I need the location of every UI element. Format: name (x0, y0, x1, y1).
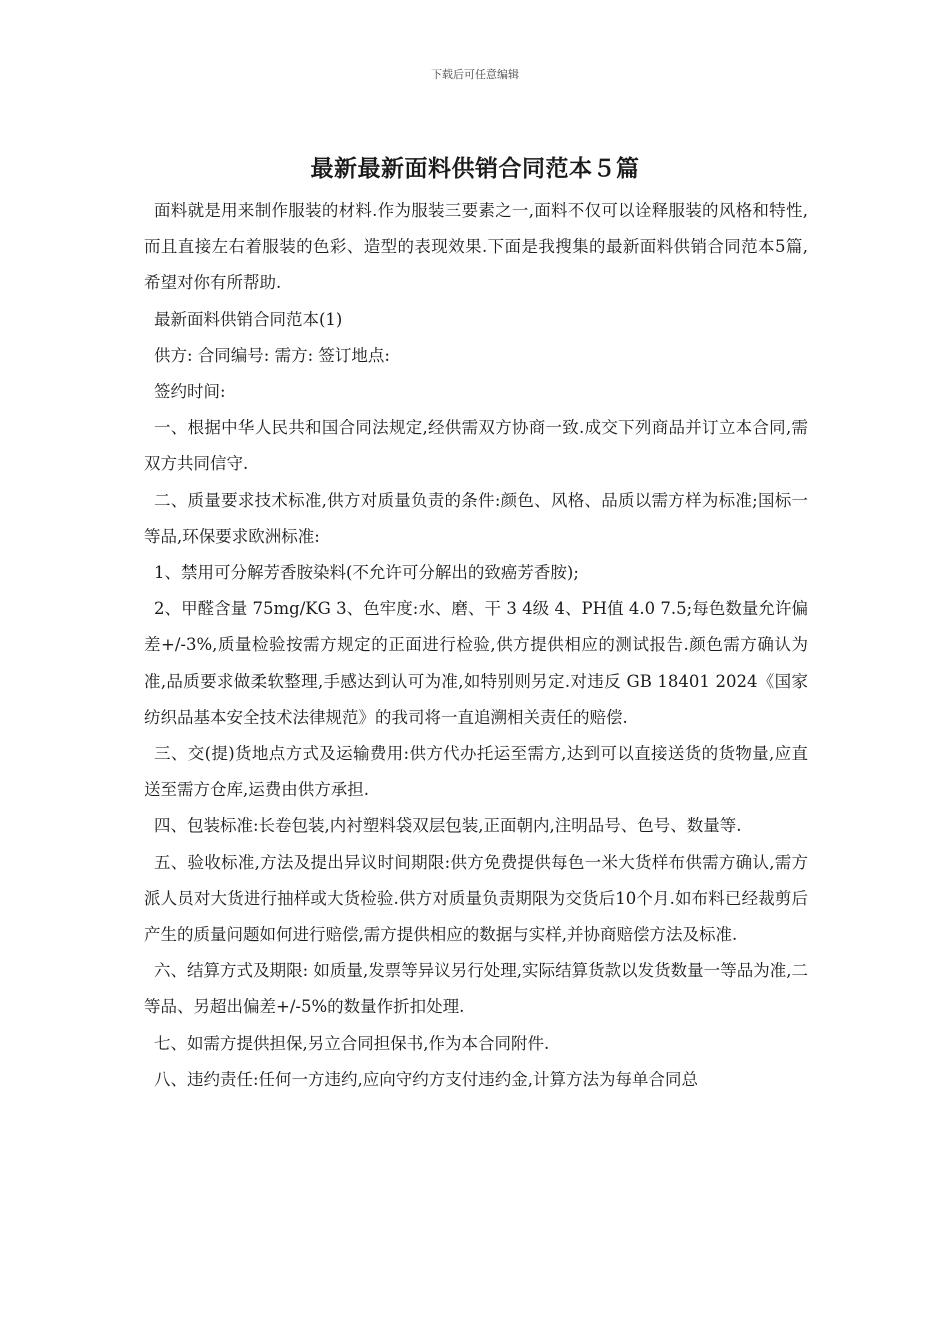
document-body (144, 193, 808, 1098)
paragraph-clause-2: 二、质量要求技术标准,供方对质量负责的条件:颜色、风格、品质以需方样为标准;国标一等品,环保要求欧洲标准: (144, 490, 808, 546)
paragraph-section-heading: 最新面料供销合同范本(1) (154, 309, 343, 329)
paragraph-clause-2-item-1: 1、禁用可分解芳香胺染料(不允许可分解出的致癌芳香胺); (154, 563, 579, 583)
paragraph-clause-5: 五、验收标准,方法及提出异议时间期限:供方免费提供每色一米大货样布供需方确认,需方派人员对大货进行抽样或大货检验.供方对质量负责期限为交货后10个月.如布料已经裁剪后产生的质量问题如何进行赔偿,需方提供相应的数据与实样,并协商赔偿方法及标准. (144, 852, 808, 945)
document-title: 最新最新面料供销合同范本５篇 (310, 156, 640, 182)
paragraph-clause-8: 八、违约责任:任何一方违约,应向守约方支付违约金,计算方法为每单合同总 (154, 1069, 699, 1089)
paragraph-clause-1: 一、根据中华人民共和国合同法规定,经供需双方协商一致.成交下列商品并订立本合同,需双方共同信守. (144, 418, 808, 474)
paragraph-parties: 供方: 合同编号: 需方: 签订地点: (154, 345, 390, 365)
paragraph-clause-4: 四、包装标准:长卷包装,内衬塑料袋双层包装,正面朝内,注明品号、色号、数量等. (154, 816, 742, 836)
paragraph-clause-3: 三、交(提)货地点方式及运输费用:供方代办托运至需方,达到可以直接送货的货物量,应直送至需方仓库,运费由供方承担. (144, 744, 808, 800)
page-header-note: 下载后可任意编辑 (431, 68, 519, 81)
paragraph-intro: 面料就是用来制作服装的材料.作为服装三要素之一,面料不仅可以诠释服装的风格和特性,而且直接左右着服装的色彩、造型的表现效果.下面是我搜集的最新面料供销合同范本5篇,希望对你有所帮助. (144, 201, 808, 293)
paragraph-clause-2-item-2: 2、甲醛含量 75mg/KG 3、色牢度:水、磨、干 3 4级 4、PH值 4.0 7.5;每色数量允许偏差+/-3%,质量检验按需方规定的正面进行检验,供方提供相应的测试报告.颜色需方确认为准,品质要求做柔软整理,手感达到认可为准,如特别则另定.对违反 GB 18401 2024《国家纺织品基本安全技术法律规范》的我司将一直追溯相关责任的赔偿. (144, 599, 808, 727)
paragraph-sign-date: 签约时间: (154, 382, 226, 402)
paragraph-clause-6: 六、结算方式及期限: 如质量,发票等异议另行处理,实际结算货款以发货数量一等品为准,二等品、另超出偏差+/-5%的数量作折扣处理. (144, 961, 808, 1017)
paragraph-clause-7: 七、如需方提供担保,另立合同担保书,作为本合同附件. (154, 1033, 550, 1053)
